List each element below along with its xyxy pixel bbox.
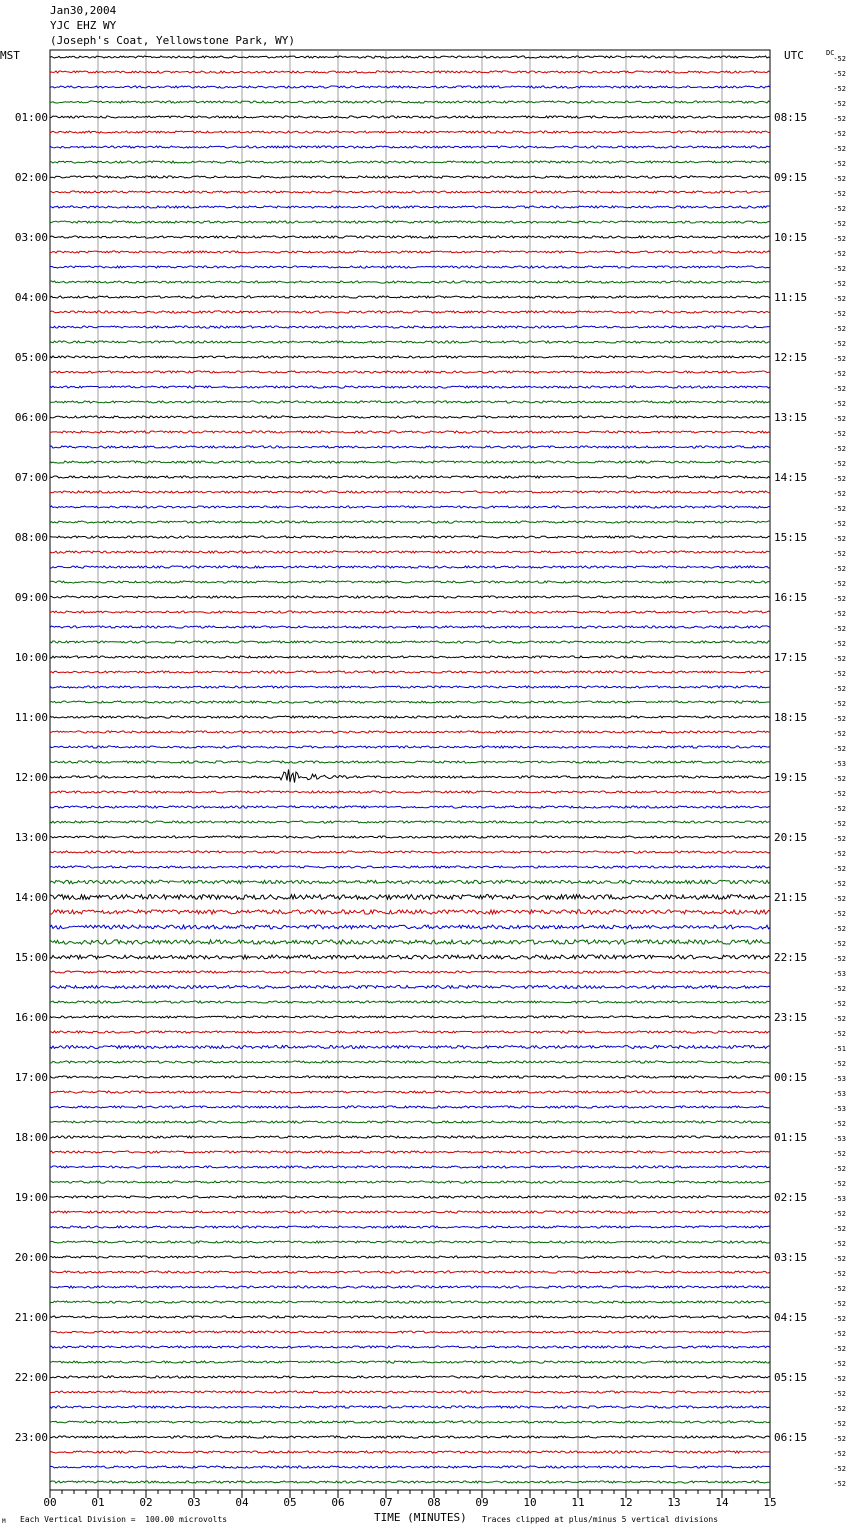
dc-offset-label: -52	[833, 535, 846, 543]
header-date: Jan30,2004	[50, 4, 117, 17]
dc-offset-label: -52	[833, 55, 846, 63]
right-hour-label: 03:15	[774, 1251, 808, 1264]
trace-line	[50, 1076, 770, 1078]
dc-offset-label: -52	[833, 145, 846, 153]
trace-line	[50, 1121, 770, 1123]
trace-line	[50, 1331, 770, 1333]
dc-offset-label: -52	[833, 715, 846, 723]
trace-line	[50, 806, 770, 808]
left-hour-label: 23:00	[14, 1431, 48, 1444]
right-hour-label: 16:15	[774, 591, 808, 604]
dc-offset-label: -52	[833, 595, 846, 603]
x-tick-label: 03	[187, 1496, 201, 1509]
dc-offset-label: -52	[833, 1030, 846, 1038]
dc-offset-label: -52	[833, 925, 846, 933]
right-hour-label: 02:15	[774, 1191, 808, 1204]
right-hour-label: 09:15	[774, 171, 808, 184]
left-hour-label: 04:00	[14, 291, 48, 304]
trace-line	[50, 656, 770, 658]
dc-offset-label: -52	[833, 520, 846, 528]
dc-offset-label: -53	[833, 1075, 846, 1083]
dc-offset-label: -52	[833, 190, 846, 198]
x-tick-label: 10	[523, 1496, 537, 1509]
trace-line	[50, 566, 770, 568]
dc-offset-label: -53	[833, 970, 846, 978]
right-hour-label: 19:15	[774, 771, 808, 784]
right-hour-label: 01:15	[774, 1131, 808, 1144]
trace-line	[50, 1346, 770, 1348]
dc-offset-label: -52	[833, 100, 846, 108]
dc-offset-label: -52	[833, 700, 846, 708]
trace-line	[50, 101, 770, 103]
left-hour-label: 02:00	[14, 171, 48, 184]
trace-line	[50, 521, 770, 523]
trace-line	[50, 236, 770, 238]
dc-offset-label: -52	[833, 1330, 846, 1338]
left-hour-label: 05:00	[14, 351, 48, 364]
dc-offset-label: -52	[833, 940, 846, 948]
trace-line	[50, 431, 770, 433]
right-hour-label: 04:15	[774, 1311, 808, 1324]
trace-line	[50, 206, 770, 208]
trace-line	[50, 596, 770, 598]
left-hour-label: 16:00	[14, 1011, 48, 1024]
trace-line	[50, 1316, 770, 1318]
left-hour-label: 03:00	[14, 231, 48, 244]
dc-offset-label: -52	[833, 1315, 846, 1323]
x-tick-label: 04	[235, 1496, 249, 1509]
right-hour-label: 06:15	[774, 1431, 808, 1444]
left-hour-label: 01:00	[14, 111, 48, 124]
dc-offset-label: -53	[833, 1195, 846, 1203]
right-hour-label: 20:15	[774, 831, 808, 844]
trace-line	[50, 1016, 770, 1018]
dc-offset-label: -52	[833, 1300, 846, 1308]
dc-offset-label: -52	[833, 370, 846, 378]
dc-offset-label: -52	[833, 580, 846, 588]
trace-line	[50, 1301, 770, 1303]
dc-offset-label: -53	[833, 1135, 846, 1143]
trace-line	[50, 895, 770, 900]
trace-line	[50, 311, 770, 313]
dc-offset-label: -52	[833, 1420, 846, 1428]
dc-offset-label: -53	[833, 1090, 846, 1098]
trace-line	[50, 1256, 770, 1258]
dc-offset-label: -51	[833, 1045, 846, 1053]
trace-line	[50, 1406, 770, 1408]
trace-line	[50, 1271, 770, 1273]
trace-line	[50, 131, 770, 133]
dc-offset-label: -52	[833, 1210, 846, 1218]
dc-offset-label: -52	[833, 775, 846, 783]
dc-offset-label: -52	[833, 610, 846, 618]
left-hour-label: 13:00	[14, 831, 48, 844]
x-axis-title: TIME (MINUTES)	[374, 1511, 467, 1524]
trace-line	[50, 551, 770, 553]
dc-offset-label: -52	[833, 1285, 846, 1293]
left-hour-label: 10:00	[14, 651, 48, 664]
left-hour-label: 21:00	[14, 1311, 48, 1324]
dc-offset-label: -52	[833, 745, 846, 753]
dc-offset-label: -52	[833, 310, 846, 318]
left-hour-label: 19:00	[14, 1191, 48, 1204]
trace-line	[50, 506, 770, 508]
trace-line	[50, 1481, 770, 1483]
dc-offset-label: -52	[833, 400, 846, 408]
trace-line	[50, 251, 770, 253]
dc-offset-label: -52	[833, 220, 846, 228]
trace-line	[50, 386, 770, 388]
x-tick-label: 07	[379, 1496, 393, 1509]
dc-offset-label: -52	[833, 985, 846, 993]
left-hour-label: 08:00	[14, 531, 48, 544]
dc-offset-label: -52	[833, 895, 846, 903]
trace-line	[50, 701, 770, 703]
x-tick-label: 05	[283, 1496, 297, 1509]
x-tick-label: 01	[91, 1496, 105, 1509]
right-hour-label: 14:15	[774, 471, 808, 484]
left-hour-label: 07:00	[14, 471, 48, 484]
trace-line	[50, 1031, 770, 1033]
dc-offset-label: -52	[833, 850, 846, 858]
trace-line	[50, 1391, 770, 1393]
trace-line	[50, 1211, 770, 1213]
x-tick-label: 11	[571, 1496, 585, 1509]
dc-offset-label: -52	[833, 490, 846, 498]
dc-offset-label: -52	[833, 685, 846, 693]
trace-line	[50, 296, 770, 298]
trace-line	[50, 746, 770, 748]
right-hour-label: 21:15	[774, 891, 808, 904]
left-hour-label: 11:00	[14, 711, 48, 724]
trace-line	[50, 86, 770, 88]
trace-line	[50, 880, 770, 884]
right-hour-label: 22:15	[774, 951, 808, 964]
left-hour-label: 17:00	[14, 1071, 48, 1084]
axis-labels	[15, 55, 846, 1509]
dc-offset-label: -52	[833, 1480, 846, 1488]
trace-line	[50, 716, 770, 718]
footer-clip-note: Traces clipped at plus/minus 5 vertical divisions	[482, 1515, 719, 1524]
trace-line	[50, 641, 770, 643]
trace-line	[50, 971, 770, 973]
footer-mark: M	[2, 1518, 6, 1525]
right-hour-label: 17:15	[774, 651, 808, 664]
trace-line	[50, 461, 770, 463]
dc-offset-label: -52	[833, 655, 846, 663]
dc-offset-label: -52	[833, 820, 846, 828]
right-hour-label: 11:15	[774, 291, 808, 304]
dc-offset-label: -52	[833, 1405, 846, 1413]
dc-offset-label: -52	[833, 460, 846, 468]
dc-offset-label: -53	[833, 1105, 846, 1113]
x-tick-label: 14	[715, 1496, 729, 1509]
x-tick-label: 13	[667, 1496, 681, 1509]
trace-line	[50, 1286, 770, 1288]
dc-offset-label: -52	[833, 550, 846, 558]
dc-offset-label: -52	[833, 385, 846, 393]
trace-line	[50, 491, 770, 493]
x-tick-label: 02	[139, 1496, 153, 1509]
header-location: (Joseph's Coat, Yellowstone Park, WY)	[50, 34, 296, 47]
trace-line	[50, 791, 770, 793]
dc-offset-label: -52	[833, 355, 846, 363]
trace-line	[50, 146, 770, 148]
dc-offset-label: -52	[833, 1465, 846, 1473]
dc-offset-label: -52	[833, 1435, 846, 1443]
dc-offset-label: -52	[833, 265, 846, 273]
dc-offset-label: -52	[833, 505, 846, 513]
trace-line	[50, 401, 770, 403]
footer-division-note: Each Vertical Division = 100.00 microvolts	[20, 1515, 228, 1524]
dc-offset-label: -52	[833, 1255, 846, 1263]
left-hour-label: 20:00	[14, 1251, 48, 1264]
dc-offset-label: -52	[833, 430, 846, 438]
dc-offset-label: -52	[833, 625, 846, 633]
trace-line	[50, 56, 770, 58]
dc-offset-label: -52	[833, 115, 846, 123]
dc-offset-label: -52	[833, 865, 846, 873]
dc-offset-label: -52	[833, 160, 846, 168]
trace-line	[50, 925, 770, 929]
dc-offset-label: -52	[833, 1360, 846, 1368]
dc-offset-label: -52	[833, 790, 846, 798]
dc-offset-label: -52	[833, 1015, 846, 1023]
left-hour-label: 15:00	[14, 951, 48, 964]
right-hour-label: 23:15	[774, 1011, 808, 1024]
trace-line	[50, 281, 770, 283]
dc-offset-label: -52	[833, 445, 846, 453]
right-hour-label: 00:15	[774, 1071, 808, 1084]
trace-line	[50, 371, 770, 373]
trace-line	[50, 1451, 770, 1453]
dc-offset-label: -52	[833, 955, 846, 963]
trace-line	[50, 1045, 770, 1048]
dc-offset-label: -52	[833, 730, 846, 738]
dc-offset-label: -52	[833, 910, 846, 918]
trace-line	[50, 769, 770, 782]
trace-line	[50, 955, 770, 959]
left-hour-label: 12:00	[14, 771, 48, 784]
trace-line	[50, 1106, 770, 1108]
dc-offset-label: -52	[833, 1240, 846, 1248]
trace-line	[50, 1136, 770, 1138]
trace-line	[50, 1241, 770, 1243]
right-hour-label: 18:15	[774, 711, 808, 724]
trace-line	[50, 221, 770, 223]
trace-line	[50, 446, 770, 448]
header-station: YJC EHZ WY	[50, 19, 117, 32]
mst-axis-label: MST	[0, 49, 20, 62]
dc-offset-label: -52	[833, 565, 846, 573]
trace-line	[50, 1466, 770, 1468]
trace-line	[50, 1061, 770, 1063]
trace-line	[50, 71, 770, 73]
right-hour-label: 13:15	[774, 411, 808, 424]
dc-offset-label: -52	[833, 640, 846, 648]
dc-offset-label: -53	[833, 760, 846, 768]
trace-line	[50, 985, 770, 988]
left-hour-label: 06:00	[14, 411, 48, 424]
right-hour-label: 05:15	[774, 1371, 808, 1384]
dc-offset-label: -52	[833, 295, 846, 303]
trace-line	[50, 1001, 770, 1003]
trace-line	[50, 266, 770, 268]
dc-offset-label: -52	[833, 1270, 846, 1278]
x-tick-label: 00	[43, 1496, 57, 1509]
trace-line	[50, 191, 770, 193]
right-hour-label: 12:15	[774, 351, 808, 364]
dc-offset-label: -52	[833, 280, 846, 288]
trace-line	[50, 1196, 770, 1198]
dc-offset-label: -52	[833, 670, 846, 678]
right-hour-label: 10:15	[774, 231, 808, 244]
trace-line	[50, 1151, 770, 1153]
dc-offset-label: -52	[833, 85, 846, 93]
trace-line	[50, 611, 770, 613]
trace-line	[50, 821, 770, 823]
dc-offset-label: -52	[833, 70, 846, 78]
dc-offset-label: -52	[833, 1180, 846, 1188]
trace-line	[50, 356, 770, 358]
dc-offset-label: -52	[833, 1165, 846, 1173]
dc-offset-label: -52	[833, 250, 846, 258]
trace-line	[50, 116, 770, 118]
x-tick-label: 15	[763, 1496, 777, 1509]
utc-axis-label: UTC	[784, 49, 804, 62]
trace-line	[50, 326, 770, 328]
trace-line	[50, 626, 770, 628]
dc-offset-label: -52	[833, 1225, 846, 1233]
trace-line	[50, 851, 770, 853]
right-hour-label: 08:15	[774, 111, 808, 124]
trace-line	[50, 836, 770, 838]
trace-line	[50, 416, 770, 418]
trace-line	[50, 671, 770, 673]
dc-offset-label: -52	[833, 415, 846, 423]
dc-offset-label: -52	[833, 1120, 846, 1128]
trace-group	[50, 56, 770, 1483]
trace-line	[50, 176, 770, 178]
trace-line	[50, 1361, 770, 1363]
x-tick-label: 08	[427, 1496, 441, 1509]
left-hour-label: 14:00	[14, 891, 48, 904]
dc-offset-label: -52	[833, 205, 846, 213]
x-tick-label: 12	[619, 1496, 633, 1509]
dc-offset-label: -52	[833, 1450, 846, 1458]
dc-offset-label: -52	[833, 235, 846, 243]
trace-line	[50, 1421, 770, 1423]
trace-line	[50, 686, 770, 688]
trace-line	[50, 761, 770, 763]
trace-line	[50, 910, 770, 914]
left-hour-label: 22:00	[14, 1371, 48, 1384]
left-hour-label: 09:00	[14, 591, 48, 604]
x-tick-label: 06	[331, 1496, 345, 1509]
dc-offset-label: -52	[833, 325, 846, 333]
trace-line	[50, 1226, 770, 1228]
dc-offset-label: -52	[833, 475, 846, 483]
trace-line	[50, 1181, 770, 1183]
trace-line	[50, 940, 770, 944]
dc-offset-label: -52	[833, 835, 846, 843]
trace-line	[50, 1436, 770, 1438]
dc-offset-label: -52	[833, 175, 846, 183]
dc-offset-label: -52	[833, 1150, 846, 1158]
dc-offset-label: -52	[833, 880, 846, 888]
right-hour-label: 15:15	[774, 531, 808, 544]
dc-offset-label: -52	[833, 805, 846, 813]
trace-line	[50, 1091, 770, 1093]
trace-line	[50, 866, 770, 868]
x-tick-label: 09	[475, 1496, 489, 1509]
trace-line	[50, 1166, 770, 1168]
dc-offset-label: -52	[833, 1345, 846, 1353]
left-hour-label: 18:00	[14, 1131, 48, 1144]
dc-offset-label: -52	[833, 1060, 846, 1068]
trace-line	[50, 536, 770, 538]
dc-offset-label: -52	[833, 1375, 846, 1383]
trace-line	[50, 1376, 770, 1378]
trace-line	[50, 581, 770, 583]
dc-offset-label: -52	[833, 340, 846, 348]
dc-offset-label: -52	[833, 1000, 846, 1008]
dc-offset-label: -52	[833, 130, 846, 138]
trace-line	[50, 476, 770, 478]
dc-offset-label: -52	[833, 1390, 846, 1398]
trace-line	[50, 731, 770, 733]
dc-label: DC	[826, 49, 835, 57]
trace-line	[50, 161, 770, 163]
trace-line	[50, 341, 770, 343]
